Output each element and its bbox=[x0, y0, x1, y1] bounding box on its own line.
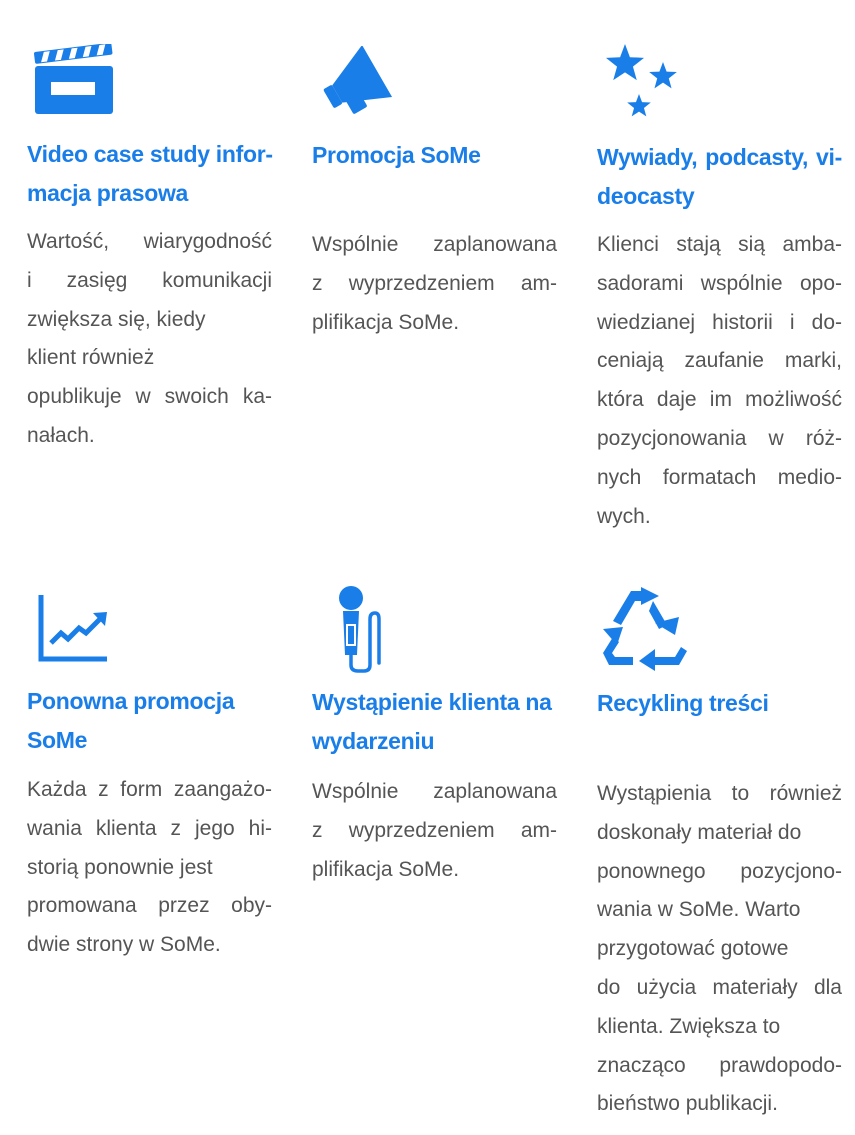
card-title bbox=[27, 682, 272, 760]
body-line: ceniają zaufanie marki, bbox=[597, 349, 842, 373]
body-line: klient również bbox=[27, 346, 155, 370]
body-line: Wspólnie zaplanowana bbox=[312, 780, 557, 803]
megaphone-icon bbox=[318, 46, 400, 114]
card-title bbox=[312, 683, 557, 761]
body-line: doskonały materiał do bbox=[597, 820, 802, 844]
body-line: sadorami wspólnie opo- bbox=[597, 271, 842, 295]
recycle-icon bbox=[601, 587, 689, 671]
card-video-case-study bbox=[27, 40, 272, 460]
card-wystapienie-klienta bbox=[312, 585, 557, 985]
card-body bbox=[597, 226, 842, 536]
card-title bbox=[312, 136, 557, 175]
body-line: i zasięg komunikacji bbox=[27, 268, 272, 292]
body-line: nych formatach medio- bbox=[597, 465, 842, 489]
card-body bbox=[312, 226, 557, 342]
body-line: z wyprzedzeniem am- bbox=[312, 271, 557, 295]
body-line: Wspólnie zaplanowana bbox=[312, 233, 557, 256]
title-line: Ponowna promocja bbox=[27, 688, 235, 714]
card-body bbox=[597, 775, 842, 1124]
title-line: Wywiady, podcasty, vi- bbox=[597, 144, 842, 170]
card-title bbox=[597, 138, 842, 216]
body-line: wiedzianej historii i do- bbox=[597, 310, 842, 334]
body-line: plifikacja SoMe. bbox=[312, 310, 460, 334]
card-wywiady-podcasty bbox=[597, 40, 842, 540]
title-line: deocasty bbox=[597, 183, 695, 209]
body-line: wania w SoMe. Warto bbox=[597, 898, 801, 922]
card-recykling-tresci bbox=[597, 585, 842, 1125]
microphone-icon bbox=[336, 585, 384, 673]
body-line: Każda z form zaangażo- bbox=[27, 778, 272, 801]
title-line: Wystąpienie klienta na bbox=[312, 689, 552, 715]
card-title bbox=[597, 684, 842, 723]
clapperboard-icon bbox=[33, 44, 115, 118]
body-line: plifikacja SoMe. bbox=[312, 857, 460, 881]
body-line: nałach. bbox=[27, 423, 95, 447]
line-chart-icon bbox=[37, 593, 109, 663]
title-line: Video case study infor- bbox=[27, 141, 273, 167]
title-line: SoMe bbox=[27, 727, 88, 753]
body-line: opublikuje w swoich ka- bbox=[27, 385, 272, 409]
card-promocja-some bbox=[312, 40, 557, 460]
card-body bbox=[27, 223, 272, 456]
stars-icon bbox=[605, 44, 685, 120]
body-line: Wystąpienia to również bbox=[597, 782, 842, 805]
body-line: zwiększa się, kiedy bbox=[27, 307, 206, 331]
card-title bbox=[27, 135, 272, 213]
body-line: wania klienta z jego hi- bbox=[27, 816, 272, 840]
body-line: do użycia materiały dla bbox=[597, 975, 842, 999]
body-line: pozycjonowania w róż- bbox=[597, 426, 842, 450]
card-body bbox=[312, 773, 557, 889]
title-line: wydarzeniu bbox=[312, 728, 435, 754]
body-line: klienta. Zwiększa to bbox=[597, 1014, 781, 1038]
body-line: z wyprzedzeniem am- bbox=[312, 818, 557, 842]
body-line: bieństwo publikacji. bbox=[597, 1092, 778, 1116]
title-line: Promocja SoMe bbox=[312, 142, 481, 168]
title-line: macja prasowa bbox=[27, 180, 189, 206]
body-line: storią ponownie jest bbox=[27, 855, 213, 879]
card-ponowna-promocja bbox=[27, 585, 272, 985]
body-line: Klienci stają sią amba- bbox=[597, 233, 842, 256]
body-line: Wartość, wiarygodność bbox=[27, 230, 272, 253]
body-line: promowana przez oby- bbox=[27, 894, 272, 918]
body-line: znacząco prawdopodo- bbox=[597, 1053, 842, 1077]
body-line: ponownego pozycjono- bbox=[597, 859, 842, 883]
body-line: przygotować gotowe bbox=[597, 937, 789, 961]
body-line: dwie strony w SoMe. bbox=[27, 933, 221, 957]
body-line: wych. bbox=[597, 504, 651, 528]
title-line: Recykling treści bbox=[597, 690, 769, 716]
card-body bbox=[27, 771, 272, 965]
body-line: która daje im możliwość bbox=[597, 388, 842, 412]
